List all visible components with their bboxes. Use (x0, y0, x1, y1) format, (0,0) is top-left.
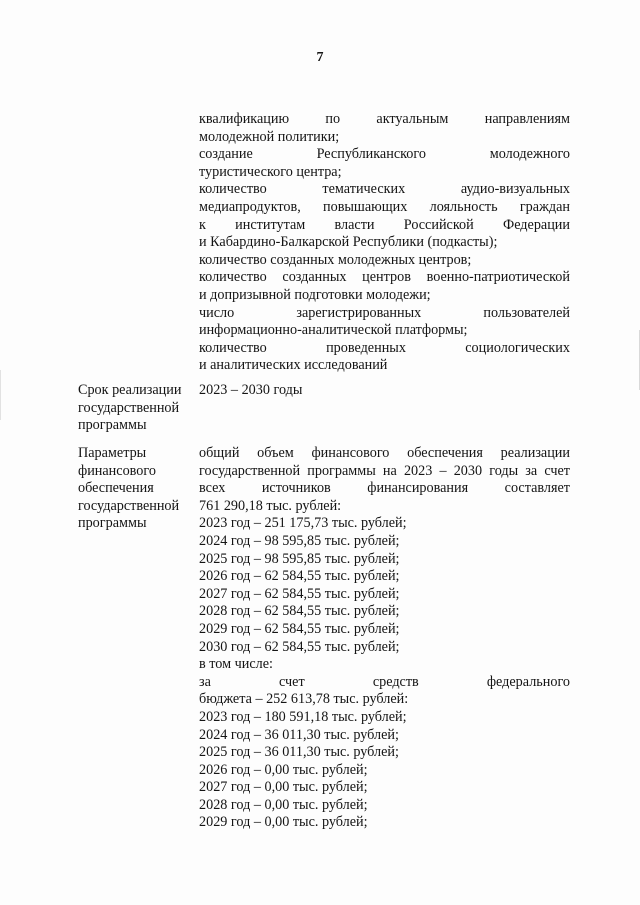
text-line: информационно-аналитической платформы; (199, 322, 468, 339)
label-line: программы (78, 515, 147, 532)
text-line: число зарегистрированных пользователей (199, 304, 570, 321)
text-line: к институтам власти Российской Федерации (199, 216, 570, 233)
label-line: программы (78, 417, 147, 434)
text-line: 2027 год – 62 584,55 тыс. рублей; (199, 585, 400, 602)
term-label (78, 382, 196, 435)
text-line: 2027 год – 0,00 тыс. рублей; (199, 779, 368, 796)
scan-edge-mark (0, 370, 1, 420)
label-line: обеспечения (78, 480, 154, 497)
term-value-text: 2023 – 2030 годы (199, 382, 303, 398)
term-value (199, 382, 570, 400)
text-line: 2026 год – 62 584,55 тыс. рублей; (199, 568, 400, 585)
text-line: всех источников финансирования составляет (199, 480, 570, 497)
text-line: создание Республиканского молодежного (199, 146, 570, 163)
text-line: 2023 год – 180 591,18 тыс. рублей; (199, 708, 407, 725)
text-line: молодежной политики; (199, 128, 340, 145)
label-line: государственной (78, 399, 180, 416)
text-line: общий объем финансового обеспечения реализации (199, 445, 570, 461)
text-line: квалификацию по актуальным направлениям (199, 111, 570, 127)
label-line: государственной (78, 497, 180, 514)
label-line: финансового (78, 462, 156, 479)
text-line: 761 290,18 тыс. рублей: (199, 497, 342, 514)
text-line: 2025 год – 36 011,30 тыс. рублей; (199, 744, 399, 761)
text-line: 2024 год – 98 595,85 тыс. рублей; (199, 532, 400, 549)
text-line: и Кабардино-Балкарской Республики (подкасты); (199, 234, 498, 251)
text-line: бюджета – 252 613,78 тыс. рублей: (199, 691, 409, 708)
text-line: 2028 год – 0,00 тыс. рублей; (199, 796, 368, 813)
text-line: количество созданных центров военно-патриотической (199, 269, 570, 286)
indicators-block (199, 111, 570, 375)
params-label (78, 445, 196, 533)
text-line: 2025 год – 98 595,85 тыс. рублей; (199, 550, 400, 567)
text-line: 2023 год – 251 175,73 тыс. рублей; (199, 515, 407, 532)
text-line: в том числе: (199, 656, 273, 673)
text-line: количество проведенных социологических (199, 339, 570, 356)
page-number: 7 (316, 50, 324, 65)
label-line: Параметры (78, 445, 147, 461)
text-line: количество тематических аудио-визуальных (199, 181, 570, 198)
text-line: 2024 год – 36 011,30 тыс. рублей; (199, 726, 399, 743)
text-line: и допризывной подготовки молодежи; (199, 286, 431, 303)
text-line: 2028 год – 62 584,55 тыс. рублей; (199, 603, 400, 620)
text-line: 2026 год – 0,00 тыс. рублей; (199, 761, 368, 778)
params-block (199, 445, 570, 832)
text-line: государственной программы на 2023 – 2030 годы за счет (199, 462, 570, 479)
text-line: за счет средств федерального (199, 673, 570, 690)
text-line: и аналитических исследований (199, 357, 388, 374)
text-line: туристического центра; (199, 163, 342, 180)
text-line: 2029 год – 0,00 тыс. рублей; (199, 814, 368, 831)
text-line: 2030 год – 62 584,55 тыс. рублей; (199, 638, 400, 655)
label-line: Срок реализации (78, 382, 182, 398)
text-line: количество созданных молодежных центров; (199, 251, 472, 268)
text-line: 2029 год – 62 584,55 тыс. рублей; (199, 620, 400, 637)
text-line: медиапродуктов, повышающих лояльность граждан (199, 198, 570, 215)
